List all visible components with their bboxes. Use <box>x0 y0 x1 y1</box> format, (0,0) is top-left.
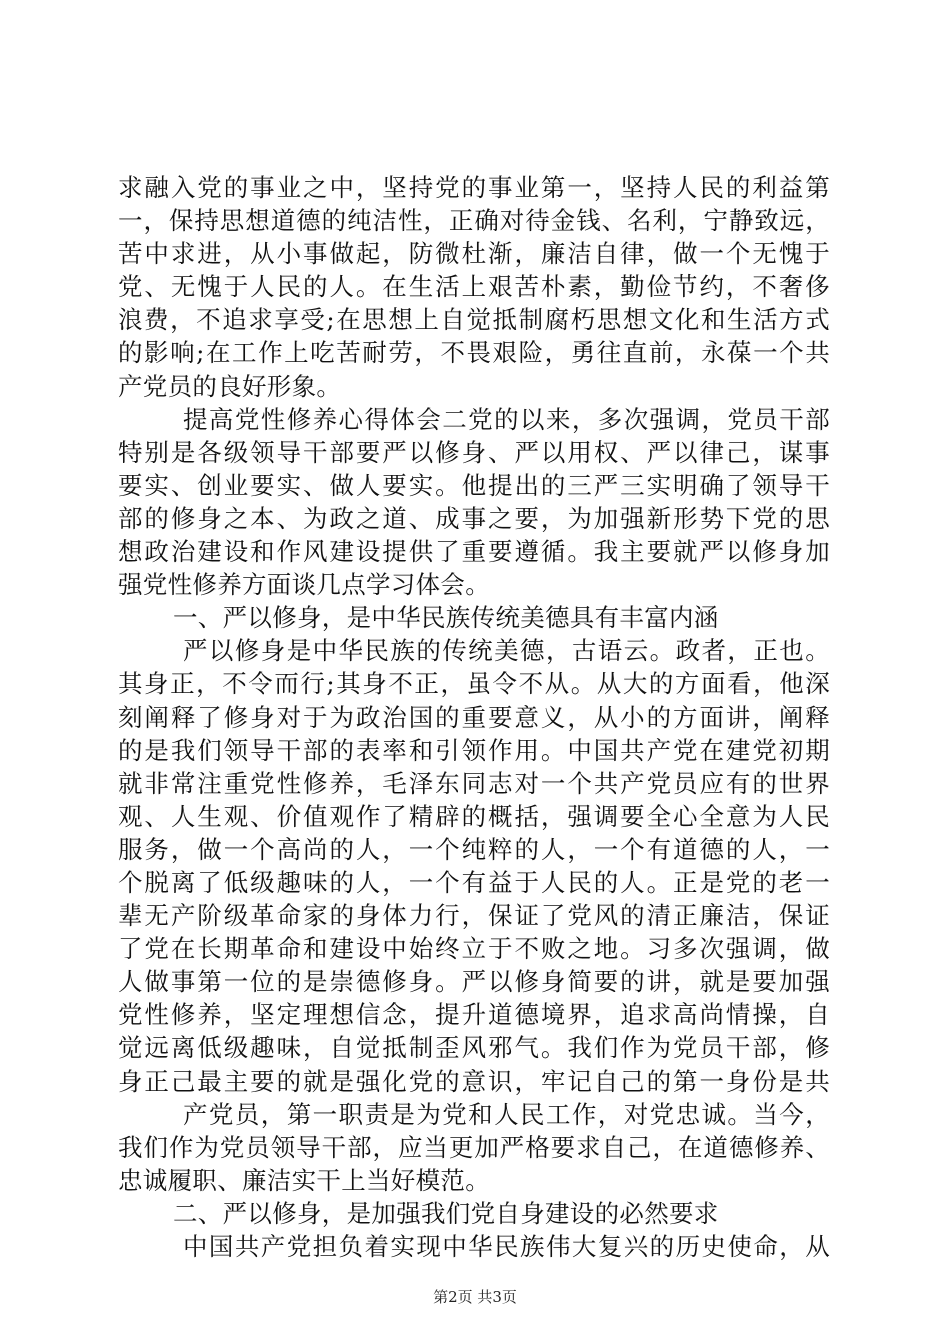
text-line: 个脱离了低级趣味的人，一个有益于人民的人。正是党的老一 <box>118 867 830 897</box>
text-line: 其身正，不令而行;其身不正，虽令不从。从大的方面看，他深 <box>118 669 830 699</box>
text-line: 刻阐释了修身对于为政治国的重要意义，从小的方面讲，阐释 <box>118 702 830 732</box>
text-line: 了党在长期革命和建设中始终立于不败之地。习多次强调，做 <box>118 934 830 964</box>
page-number-footer: 第2页 共3页 <box>433 1288 517 1306</box>
text-line: 部的修身之本、为政之道、成事之要，为加强新形势下党的思 <box>118 503 830 533</box>
paragraph-first-line: 中国共产党担负着实现中华民族伟大复兴的历史使命，从 <box>183 1232 830 1261</box>
text-line: 苦中求进，从小事做起，防微杜渐，廉洁自律，做一个无愧于 <box>118 239 830 269</box>
text-line: 就非常注重党性修养，毛泽东同志对一个共产党员应有的世界 <box>118 768 830 798</box>
text-line: 的是我们领导干部的表率和引领作用。中国共产党在建党初期 <box>118 735 830 765</box>
text-line: 人做事第一位的是崇德修身。严以修身简要的讲，就是要加强 <box>118 967 830 997</box>
text-line: 强党性修养方面谈几点学习体会。 <box>118 570 490 600</box>
text-line: 求融入党的事业之中，坚持党的事业第一，坚持人民的利益第 <box>118 173 830 202</box>
section-heading: 一、严以修身，是中华民族传统美德具有丰富内涵 <box>173 603 719 633</box>
text-line: 特别是各级领导干部要严以修身、严以用权、严以律己，谋事 <box>118 437 830 467</box>
text-line: 党、无愧于人民的人。在生活上艰苦朴素，勤俭节约，不奢侈 <box>118 272 830 302</box>
text-line: 浪费，不追求享受;在思想上自觉抵制腐朽思想文化和生活方式 <box>118 305 830 335</box>
text-line: 身正己最主要的就是强化党的意识，牢记自己的第一身份是共 <box>118 1066 830 1096</box>
text-line: 要实、创业要实、做人要实。他提出的三严三实明确了领导干 <box>118 470 830 500</box>
text-line: 的影响;在工作上吃苦耐劳，不畏艰险，勇往直前，永葆一个共 <box>118 338 830 368</box>
text-line: 想政治建设和作风建设提供了重要遵循。我主要就严以修身加 <box>118 537 830 567</box>
text-line: 产党员的良好形象。 <box>118 371 342 401</box>
text-line: 观、人生观、价值观作了精辟的概括，强调要全心全意为人民 <box>118 801 830 831</box>
paragraph-first-line: 严以修身是中华民族的传统美德，古语云。政者，正也。 <box>183 636 830 666</box>
paragraph-first-line: 提高党性修养心得体会二党的以来，多次强调，党员干部 <box>183 404 830 434</box>
document-body <box>118 171 830 1263</box>
text-line: 一，保持思想道德的纯洁性，正确对待金钱、名利，宁静致远， <box>118 206 830 236</box>
paragraph-first-line: 产党员，第一职责是为党和人民工作，对党忠诚。当今， <box>183 1099 830 1129</box>
text-line: 觉远离低级趣味，自觉抵制歪风邪气。我们作为党员干部，修 <box>118 1033 830 1063</box>
text-line: 辈无产阶级革命家的身体力行，保证了党风的清正廉洁，保证 <box>118 901 830 931</box>
text-line: 我们作为党员领导干部，应当更加严格要求自己，在道德修养、 <box>118 1132 830 1162</box>
text-line: 忠诚履职、廉洁实干上当好模范。 <box>118 1165 490 1195</box>
section-heading: 二、严以修身，是加强我们党自身建设的必然要求 <box>173 1198 719 1228</box>
text-line: 党性修养，坚定理想信念，提升道德境界，追求高尚情操，自 <box>118 1000 830 1030</box>
text-line: 服务，做一个高尚的人，一个纯粹的人，一个有道德的人，一 <box>118 834 830 864</box>
